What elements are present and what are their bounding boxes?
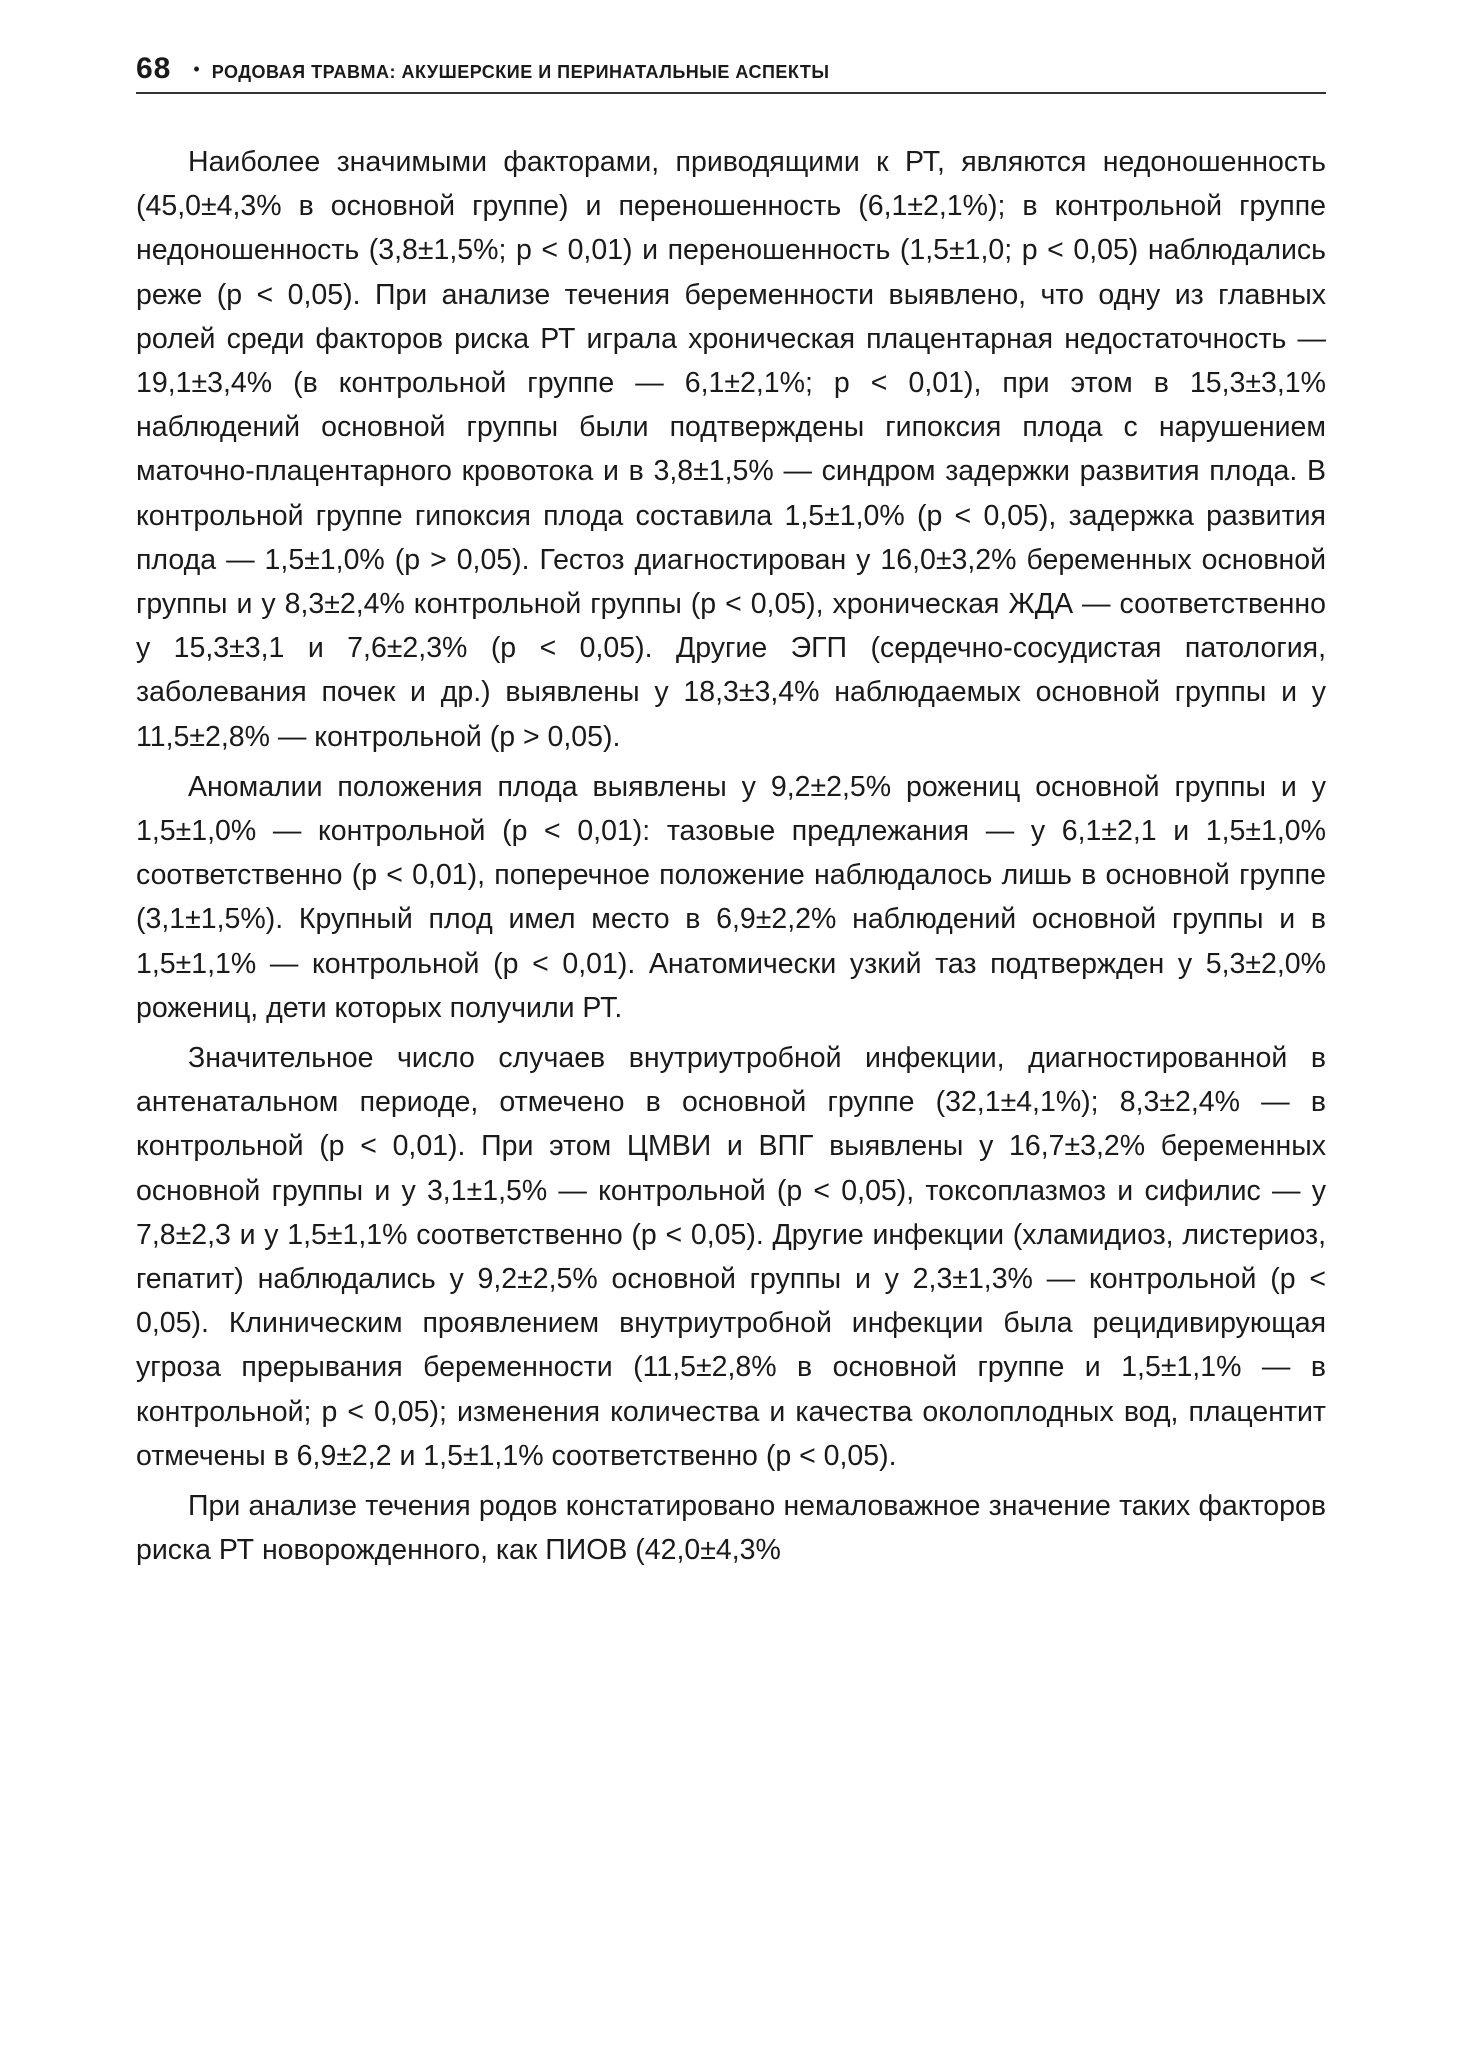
paragraph-1: Наиболее значимыми факторами, приводящими к РТ, являются недоношенность (45,0±4,3% в основной группе) и переношенность (6,1±2,1%); в контрольной группе недоношенность (3,8±1,5%; p < 0,01) и переношенность (1,5±1,0; p < 0,05) наблюдались реже (p < 0,05). При анализе течения беременности выявлено, что одну из главных ролей среди факторов риска РТ играла хроническая плацентарная недостаточность — 19,1±3,4% (в контрольной группе — 6,1±2,1%; p < 0,01), при этом в 15,3±3,1% наблюдений основной группы были подтверждены гипоксия плода с нарушением маточно-плацентарного кровотока и в 3,8±1,5% — синдром задержки развития плода. В контрольной группе гипоксия плода составила 1,5±1,0% (p < 0,05), задержка развития плода — 1,5±1,0% (p > 0,05). Гестоз диагностирован у 16,0±3,2% беременных основной группы и у 8,3±2,4% контрольной группы (p < 0,05), хроническая ЖДА — соответственно у 15,3±3,1 и 7,6±2,3% (p < 0,05). Другие ЭГП (сердечно-сосудистая патология, заболевания почек и др.) выявлены у 18,3±3,4% наблюдаемых основной группы и у 11,5±2,8% — контрольной (p > 0,05). — [136, 146, 1326, 753]
paragraph-2: Аномалии положения плода выявлены у 9,2±2,5% рожениц основной группы и у 1,5±1,0% — контрольной (p < 0,01): тазовые предлежания — у 6,1±2,1 и 1,5±1,0% соответственно (p < 0,01), поперечное положение наблюдалось лишь в основной группе (3,1±1,5%). Крупный плод имел место в 6,9±2,2% наблюдений основной группы и в 1,5±1,1% — контрольной (p < 0,01). Анатомически узкий таз подтвержден у 5,3±2,0% рожениц, дети которых получили РТ. — [136, 770, 1326, 1024]
running-head-title: РОДОВАЯ ТРАВМА: АКУШЕРСКИЕ И ПЕРИНАТАЛЬНЫЕ АСПЕКТЫ — [211, 62, 830, 82]
bullet-icon: • — [193, 59, 200, 79]
page-number: 68 — [136, 52, 172, 85]
body-text — [136, 140, 1326, 1573]
header-rule — [136, 92, 1326, 94]
paragraph-4: При анализе течения родов констатировано немаловажное значение таких факторов риска РТ новорожденного, как ПИОВ (42,0±4,3% — [136, 1490, 1326, 1567]
paragraph-3: Значительное число случаев внутриутробной инфекции, диагностированной в антенатальном периоде, отмечено в основной группе (32,1±4,1%); 8,3±2,4% — в контрольной (p < 0,01). При этом ЦМВИ и ВПГ выявлены у 16,7±3,2% беременных основной группы и у 3,1±1,5% — контрольной (p < 0,05), токсоплазмоз и сифилис — у 7,8±2,3 и у 1,5±1,1% соответственно (p < 0,05). Другие инфекции (хламидиоз, листериоз, гепатит) наблюдались у 9,2±2,5% основной группы и у 2,3±1,3% — контрольной (p < 0,05). Клиническим проявлением внутриутробной инфекции была рецидивирующая угроза прерывания беременности (11,5±2,8% в основной группе и 1,5±1,1% — в контрольной; p < 0,05); изменения количества и качества околоплодных вод, плацентит отмечены в 6,9±2,2 и 1,5±1,1% соответственно (p < 0,05). — [136, 1042, 1326, 1472]
running-head — [136, 52, 1326, 96]
